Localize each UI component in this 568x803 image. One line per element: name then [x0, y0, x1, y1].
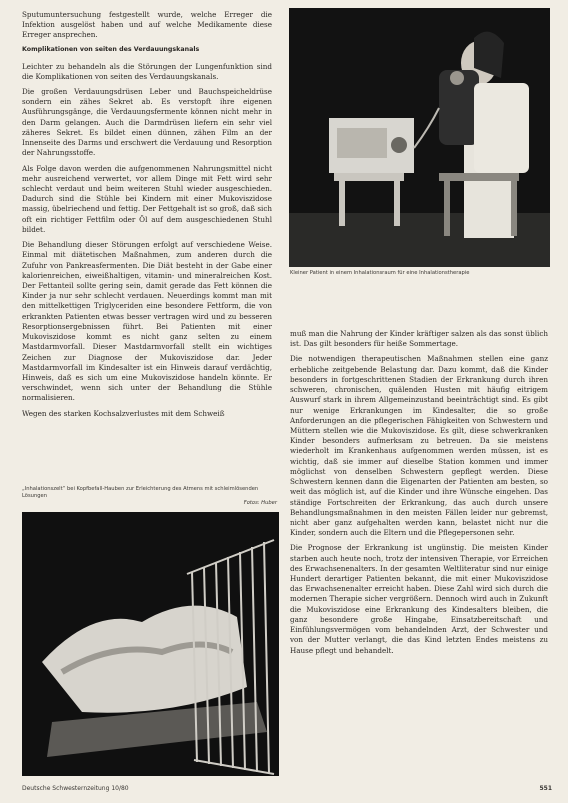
bottom-caption-text: „Inhalationszelt“ bei Kopfbefall-Hauben zur Erleichterung des Atmens mit schleimlösenden Lösungen	[22, 486, 259, 500]
photo-credit: Fotos: Huber	[243, 500, 277, 507]
page-footer	[22, 785, 552, 792]
page-number: 551	[539, 785, 552, 792]
body-paragraph: Die notwendigen therapeutischen Maßnahmen stellen eine ganz erhebliche zeitgebende Belastung dar. Dazu kommt, daß die Kinder besonders in fortgeschrittenen Stadien der Erkrankung durch ihren schweren, chronischen, quälenden Husten mit häufig eitrigem Auswurf stark in ihrem Allgemeinzustand beeinträchtigt sind. Es gibt nur wenige Erkrankungen im Kindesalter, die so große Anforderungen an die pflegerischen Fähigkeiten von Schwestern und Müttern stellen wie die Mukoviszidose. Es gilt, diese schwerkranken Kinder besonders aufmerksam zu betreuen. Da sie meistens wiederholt im Krankenhaus aufgenommen werden müssen, ist es wichtig, daß sie immer auf dieselbe Station kommen und immer möglichst von denselben Schwestern gepflegt werden. Diese Schwestern kennen dann die Eigenarten der Patienten am besten, so weit das möglich ist, auf die Kinder und ihre Wünsche eingehen. Das ständige Fortschreiten der Erkrankung, das auch durch unsere Behandlungsmaßnahmen in den meisten Fällen leider nur gebremst, nicht aber ganz aufgehalten werden kann, belastet nicht nur die Kinder, sondern auch die Eltern und die Pflegepersonen sehr.	[290, 354, 548, 538]
body-paragraph: Als Folge davon werden die aufgenommenen Nahrungsmittel nicht mehr ausreichend verwertet, vor allem Dinge mit Fett wird sehr schlecht verdaut und beim weiteren Stuhl wieder ausgeschieden. Dadurch sind die Stühle bei Kindern mit einer Mukoviszidose massig, übelriechend und fettig. Der Fettgehalt ist so groß, daß sich oft ein richtiger Fettfilm oder Öl auf dem ausgeschiedenen Stuhl bildet.	[22, 163, 272, 234]
inhalation-tent-photo	[22, 512, 279, 776]
body-paragraph: Die Behandlung dieser Störungen erfolgt auf verschiedene Weise. Einmal mit diätetischen Maßnahmen, zum anderen durch die Zufuhr von Pankreasfermenten. Die Diät besteht in der Gabe einer kalorienreichen, eiweißhaltigen, vitamin- und mineralreichen Kost. Der Fettanteil sollte gering sein, damit gerade das Fett können die Kinder ja nur sehr schlecht verdauen. Neuerdings kommt man mit den mittelkettigen Triglyceriden eine besondere Fettform, die von erkrankten Patienten etwas besser vertragen wird und zu besseren Resorptionsergebnissen führt. Bei Patienten mit einer Mukoviszidose kommt es nicht ganz selten zu einem Mastdarmvorfall. Dieser Mastdarmvorfall stellt ein wichtiges Zeichen zur Diagnose der Mukoviszidose dar. Jeder Mastdarmvorfall im Kindesalter ist ein Hinweis darauf verdächtig, Hinweis, daß es sich um eine Mukoviszidose handeln könnte. Er verschwindet, wenn sich unter der Behandlung die Stühle normalisieren.	[22, 240, 272, 403]
left-text-column	[22, 10, 272, 424]
intro-paragraph: Sputumuntersuchung festgestellt wurde, welche Erreger die Infektion ausgelöst haben und auf welche Medikamente diese Erreger ansprechen.	[22, 10, 272, 40]
body-paragraph: Leichter zu behandeln als die Störungen der Lungenfunktion sind die Komplikationen von seiten des Verdauungskanals.	[22, 61, 272, 81]
inhalation-child-photo	[289, 8, 550, 267]
body-paragraph: Die großen Verdauungsdrüsen Leber und Bauchspeicheldrüse sondern ein zähes Sekret ab. Es verstopft ihre eigenen Ausführungsgänge, die Verdauungsfermente können nicht mehr in den Darm gelangen. Auch die Darmdrüsen liefern ein sehr viel zäheres Sekret. Es bildet einen dünnen, zähen Film an der Innenseite des Darms und erschwert die Verdauung und Resorption der Nahrungsstoffe.	[22, 87, 272, 158]
body-paragraph: Wegen des starken Kochsalzverlustes mit dem Schweiß	[22, 408, 225, 418]
body-paragraph: Die Prognose der Erkrankung ist ungünstig. Die meisten Kinder starben auch heute noch, trotz der intensiven Therapie, vor Erreichen des Erwachsenenalters. In der gesamten Weltliteratur sind nur einige Hundert derartiger Patienten bekannt, die mit einer Mukoviszidose das Erwachsenenalter erreicht haben. Diese Zahl wird sich durch die modernen Therapie sicher vergrößern. Dennoch wird auch in Zukunft die Mukoviszidose eine Erkrankung des Kindesalters bleiben, die ganz besondere große Hingabe, Einsatzbereitschaft und Einfühlungsvermögen vom behandelnden Arzt, der Schwester und von der Mutter verlangt, die das Kind letzten Endes meistens zu Hause pflegt und behandelt.	[290, 543, 548, 655]
section-subheading: Komplikationen von seiten des Verdauungskanals	[22, 45, 200, 53]
body-paragraph: muß man die Nahrung der Kinder kräftiger salzen als das sonst üblich ist. Das gilt besonders für heiße Sommertage.	[290, 329, 548, 349]
top-photo-caption: Kleiner Patient in einem Inhalationsraum für eine Inhalationstherapie	[290, 270, 470, 276]
bottom-photo-caption	[22, 486, 277, 507]
right-text-column	[290, 329, 548, 661]
footer-source: Deutsche Schwesternzeitung 10/80	[22, 785, 129, 792]
